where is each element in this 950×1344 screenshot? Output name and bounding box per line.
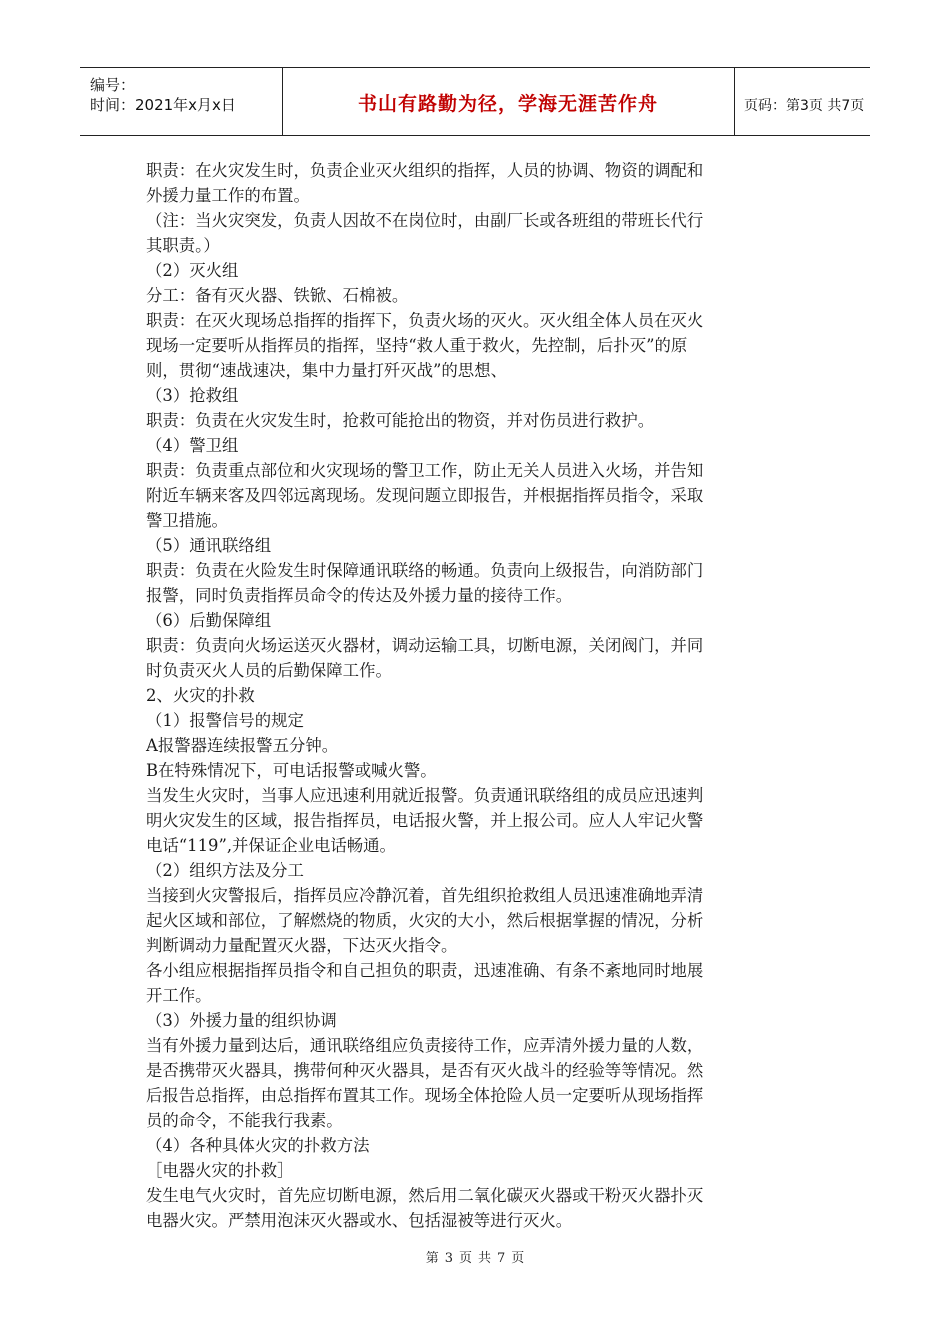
text-line: 当发生火灾时，当事人应迅速利用就近报警。负责通讯联络组的成员应迅速判 <box>146 786 704 805</box>
text-line: 职责：负责在火险发生时保障通讯联络的畅通。负责向上级报告，向消防部门 <box>146 561 704 580</box>
text-line: （5）通讯联络组 <box>146 536 272 555</box>
text-line: 报警，同时负责指挥员命令的传达及外援力量的接待工作。 <box>146 586 573 605</box>
text-line: 当接到火灾警报后，指挥员应冷静沉着，首先组织抢救组人员迅速准确地弄清 <box>146 886 704 905</box>
text-line: 电器火灾。严禁用泡沫灭火器或水、包括湿被等进行灭火。 <box>146 1211 573 1230</box>
text-line: 发生电气火灾时，首先应切断电源，然后用二氧化碳灭火器或干粉灭火器扑灭 <box>146 1186 704 1205</box>
text-line: 职责：负责在火灾发生时，抢救可能抢出的物资，并对伤员进行救护。 <box>146 411 655 430</box>
text-line: 外援力量工作的布置。 <box>146 186 310 205</box>
text-line: ［电器火灾的扑救］ <box>146 1161 294 1180</box>
text-line: 职责：负责向火场运送灭火器材，调动运输工具，切断电源，关闭阀门，并同 <box>146 636 704 655</box>
text-line: （1）报警信号的规定 <box>146 711 304 730</box>
header-meta-cell <box>80 68 283 135</box>
text-line: 员的命令，不能我行我素。 <box>146 1111 343 1130</box>
text-line: 现场一定要听从指挥员的指挥，坚持“救人重于救火，先控制，后扑灭”的原 <box>146 336 688 355</box>
footer-ye-2: 页 <box>511 1251 525 1266</box>
text-line: （4）各种具体火灾的扑救方法 <box>146 1136 370 1155</box>
text-line: （2）灭火组 <box>146 261 239 280</box>
text-line: （3）外援力量的组织协调 <box>146 1011 337 1030</box>
text-line: 则，贯彻“速战速决，集中力量打歼灭战”的思想、 <box>146 361 507 380</box>
text-line: 职责：在火灾发生时，负责企业灭火组织的指挥，人员的协调、物资的调配和 <box>146 161 704 180</box>
text-line: 警卫措施。 <box>146 511 228 530</box>
text-line: 是否携带灭火器具，携带何种灭火器具，是否有灭火战斗的经验等等情况。然 <box>146 1061 704 1080</box>
header-page-cell <box>734 68 870 135</box>
text-line: 明火灾发生的区域，报告指挥员，电话报火警，并上报公司。应人人牢记火警 <box>146 811 704 830</box>
text-line: 职责：负责重点部位和火灾现场的警卫工作，防止无关人员进入火场，并告知 <box>146 461 704 480</box>
text-line: 分工：备有灭火器、铁锨、石棉被。 <box>146 286 409 305</box>
number-label: 编号： <box>90 76 136 94</box>
page-code: 页码：第3页 共7页 <box>744 98 865 114</box>
footer-di: 第 <box>425 1251 439 1266</box>
footer-page-number: 3 <box>444 1251 453 1266</box>
footer-gong: 共 <box>478 1251 492 1266</box>
text-line: （3）抢救组 <box>146 386 239 405</box>
text-line: （6）后勤保障组 <box>146 611 272 630</box>
motto: 书山有路勤为径，学海无涯苦作舟 <box>357 93 658 115</box>
header-motto-cell <box>282 68 735 135</box>
text-line: （注：当火灾突发，负责人因故不在岗位时，由副厂长或各班组的带班长代行 <box>146 211 704 230</box>
text-line: 电话“119”,并保证企业电话畅通。 <box>146 836 396 855</box>
text-line: A报警器连续报警五分钟。 <box>146 736 339 755</box>
text-line: B在特殊情况下，可电话报警或喊火警。 <box>146 761 437 780</box>
page-footer <box>0 1247 950 1266</box>
text-line: 附近车辆来客及四邻远离现场。发现问题立即报告，并根据指挥员指令，采取 <box>146 486 704 505</box>
text-line: （4）警卫组 <box>146 436 239 455</box>
text-line: 当有外援力量到达后，通讯联络组应负责接待工作，应弄清外援力量的人数， <box>146 1036 704 1055</box>
footer-total-pages: 7 <box>497 1251 506 1266</box>
text-line: 职责：在灭火现场总指挥的指挥下，负责火场的灭火。灭火组全体人员在灭火 <box>146 311 704 330</box>
text-line: 时负责灭火人员的后勤保障工作。 <box>146 661 392 680</box>
text-line: 开工作。 <box>146 986 212 1005</box>
document-body <box>146 158 806 1233</box>
text-line: 2、火灾的扑救 <box>146 686 255 705</box>
text-line: 其职责。） <box>146 236 220 255</box>
footer-ye: 页 <box>458 1251 472 1266</box>
text-line: 起火区域和部位，了解燃烧的物质，火灾的大小，然后根据掌握的情况，分析 <box>146 911 704 930</box>
time-label: 时间：2021年x月x日 <box>90 96 236 114</box>
page-header <box>80 67 870 136</box>
text-line: 各小组应根据指挥员指令和自己担负的职责，迅速准确、有条不紊地同时地展 <box>146 961 704 980</box>
text-line: 判断调动力量配置灭火器，下达灭火指令。 <box>146 936 458 955</box>
text-line: 后报告总指挥，由总指挥布置其工作。现场全体抢险人员一定要听从现场指挥 <box>146 1086 704 1105</box>
text-line: （2）组织方法及分工 <box>146 861 304 880</box>
